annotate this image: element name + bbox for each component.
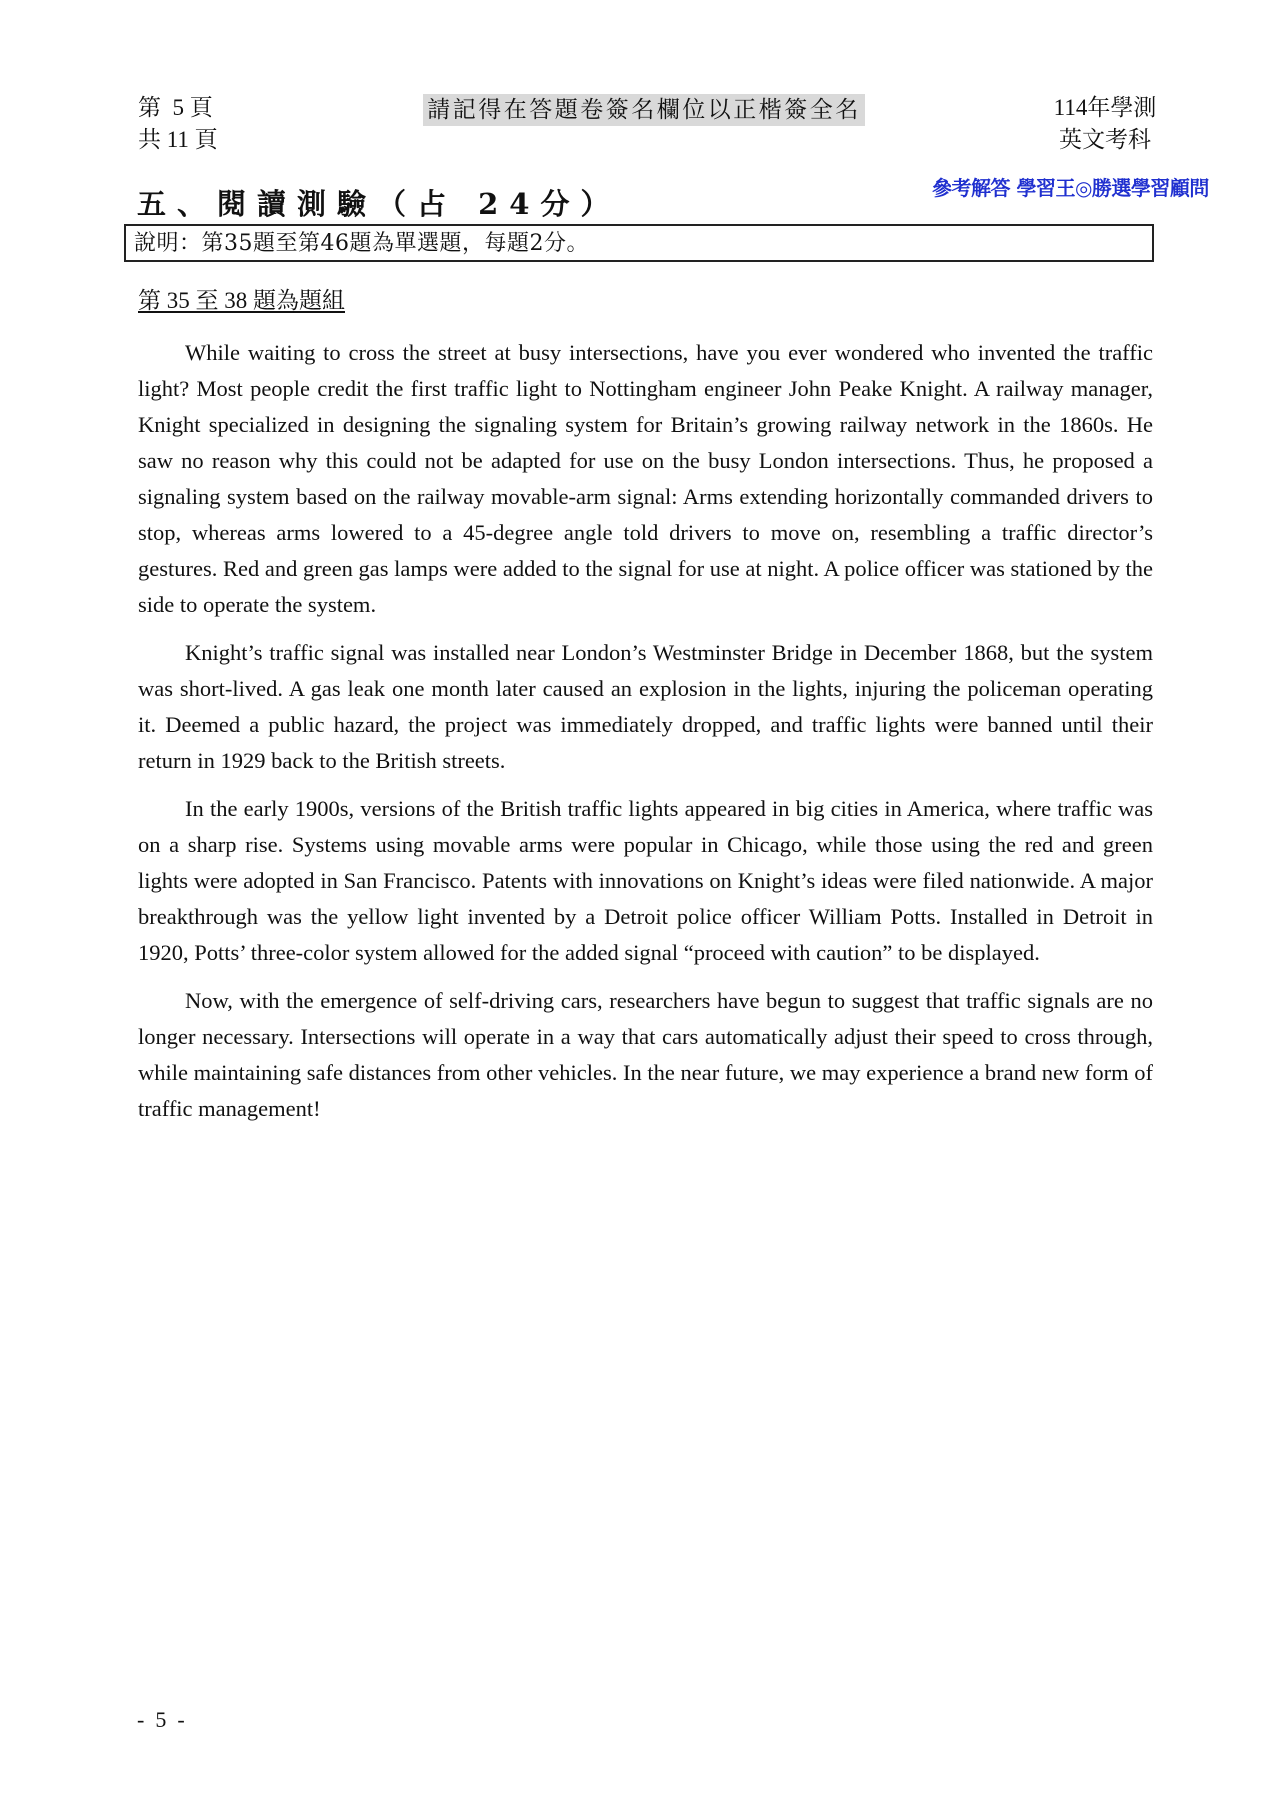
total-pages-label: 共 11 頁 <box>138 127 218 152</box>
exam-info <box>1030 92 1180 156</box>
page-number-footer: - 5 - <box>137 1707 185 1732</box>
signature-notice: 請記得在答題卷簽名欄位以正楷簽全名 <box>423 94 865 126</box>
reading-passage <box>138 335 1153 1139</box>
answer-key-brand: 參考解答 學習王◎勝選學習顧問 <box>932 176 1209 200</box>
instruction-text: 說明：第35題至第46題為單選題，每題2分。 <box>134 231 589 256</box>
exam-title: 114年學測 <box>1053 95 1157 120</box>
instruction-box <box>124 224 1154 262</box>
passage-paragraph-2: Knight’s traffic signal was installed near London’s Westminster Bridge in December 1868, but the system was short-lived. A gas leak one month later caused an explosion in the lights, injuring the policeman operating it. Deemed a public hazard, the project was immediately dropped, and traffic lights were banned until their return in 1929 back to the British streets. <box>138 640 1153 773</box>
current-page-label: 第 5 頁 <box>138 95 213 120</box>
question-group-label: 第 35 至 38 題為題組 <box>138 288 345 313</box>
passage-paragraph-1: While waiting to cross the street at busy intersections, have you ever wondered who invented the traffic light? Most people credit the first traffic light to Nottingham engineer John Peake Knight. A railway manager, Knight specialized in designing the signaling system for Britain’s growing railway network in the 1860s. He saw no reason why this could not be adapted for use on the busy London intersections. Thus, he proposed a signaling system based on the railway movable-arm signal: Arms extending horizontally commanded drivers to stop, whereas arms lowered to a 45-degree angle told drivers to move on, resembling a traffic director’s gestures. Red and green gas lamps were added to the signal for use at night. A police officer was stationed by the side to operate the system. <box>138 340 1153 617</box>
passage-paragraph-4: Now, with the emergence of self-driving cars, researchers have begun to suggest that traffic signals are no longer necessary. Intersections will operate in a way that cars automatically adjust their speed to cross through, while maintaining safe distances from other vehicles. In the near future, we may experience a brand new form of traffic management! <box>138 988 1153 1121</box>
section-title: 五、閱讀測驗（占 24分） <box>137 187 621 221</box>
exam-subject: 英文考科 <box>1059 127 1151 152</box>
page-counter <box>138 92 218 156</box>
passage-paragraph-3: In the early 1900s, versions of the British traffic lights appeared in big cities in America, where traffic was on a sharp rise. Systems using movable arms were popular in Chicago, while those using the red and green lights were adopted in San Francisco. Patents with innovations on Knight’s ideas were filed nationwide. A major breakthrough was the yellow light invented by a Detroit police officer William Potts. Installed in Detroit in 1920, Potts’ three-color system allowed for the added signal “proceed with caution” to be displayed. <box>138 796 1153 965</box>
